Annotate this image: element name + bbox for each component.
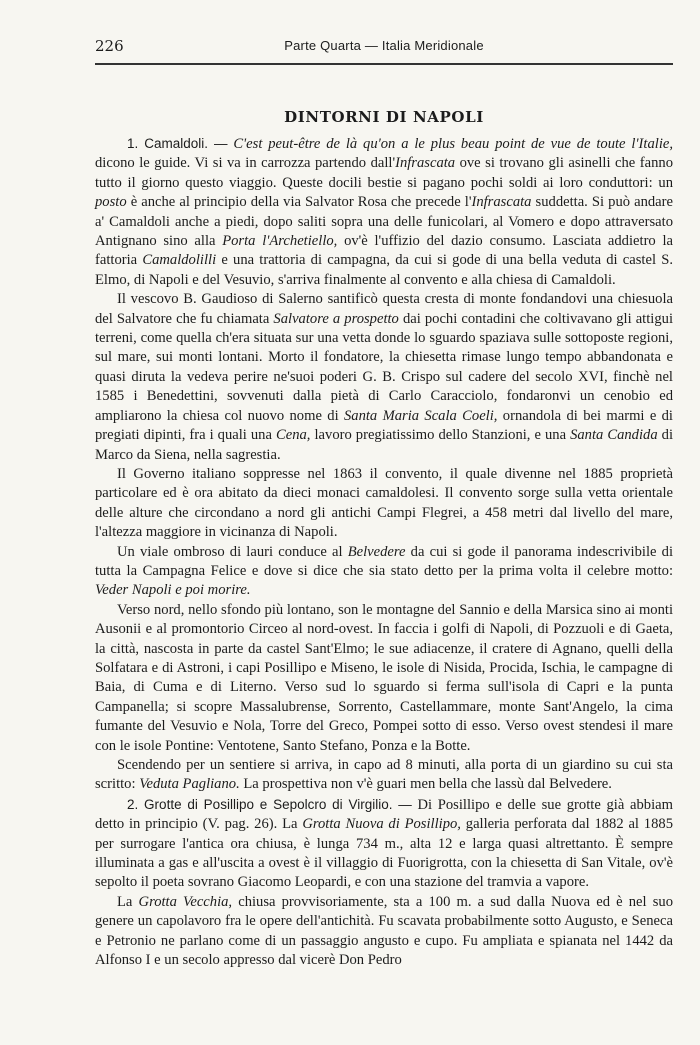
text-run: Il vescovo B. Gaudioso di Salerno santificò questa cresta di monte fondandovi una chiesuola del Salvatore che fu chiamata (95, 291, 673, 327)
italic-text: Grotta Vecchia, (138, 893, 233, 910)
italic-text: Infrascata (471, 194, 532, 211)
italic-text: Santa Candida (570, 427, 658, 444)
paragraph (95, 756, 673, 795)
paragraph (95, 465, 673, 543)
section-heading: 2. Grotte di Posillipo e Sepolcro di Virgilio. — (127, 796, 412, 812)
paragraph (95, 543, 673, 601)
section-heading: 1. Camaldoli. — (127, 136, 228, 151)
italic-text: Veder Napoli e poi morire. (95, 582, 251, 599)
page-number: 226 (95, 37, 124, 55)
header-rule (95, 63, 673, 65)
chapter-title: DINTORNI DI NAPOLI (284, 108, 484, 126)
italic-text: Salvatore a prospetto (273, 310, 399, 327)
text-run: La (117, 893, 139, 910)
text-run: da cui si gode il panorama indescrivibile di tutta la Campagna Felice e dove si dice che sia stato detto per la prima volta il celebre motto: (95, 543, 674, 579)
text-run: ove si trovano gli asinelli che fanno tutto il giorno questo viaggio. Queste docili bestie si pagano pochi soldi ai loro conduttori: un (95, 155, 673, 191)
text-run: galleria perforata dal 1882 al 1885 per surrogare l'antica ora chiusa, è lunga 734 m., alta 12 e larga quasi altrettanto. È sempre illuminata a gas e all'uscita a ovest è il villaggio di Fuorigrotta, con la chiesetta di San Vitale, ov'è sepolto il poeta sovrano Giacomo Leopardi, e con una stazione del tramvia a vapore. (95, 816, 673, 891)
text-run: La prospettiva non v'è guari men bella che lassù dal Belvedere. (239, 776, 612, 793)
paragraph (95, 893, 673, 971)
body-text (95, 134, 673, 970)
paragraph (95, 290, 673, 465)
section-paragraph-2 (95, 795, 673, 893)
text-run: Il Governo italiano soppresse nel 1863 il convento, il quale divenne nel 1885 proprietà particolare ed è ora abitato da dieci monaci camaldolesi. Il convento sorge sulla vetta orientale delle alture che circondano a nord gli antichi Campi Flegrei, a 458 metri dal livello del mare, l'altezza maggiore in vicinanza di Napoli. (95, 465, 673, 541)
section-paragraph-1 (95, 134, 673, 290)
text-run: dicono le guide. Vi si va in carrozza partendo dall' (95, 155, 396, 172)
italic-text: Porta l'Archetiello, (222, 233, 338, 250)
italic-text: posto (95, 194, 127, 211)
italic-text: Grotta Nuova di Posillipo, (302, 816, 461, 833)
italic-text: Cena, (276, 427, 311, 444)
running-title: Parte Quarta — Italia Meridionale (284, 38, 484, 53)
text-run: e una trattoria di campagna, da cui si gode di una bella veduta di castel S. Elmo, di Napoli e del Vesuvio, s'arriva finalmente al convento e alla chiesa di Camaldoli. (95, 252, 673, 288)
text-run: Di Posillipo e delle sue grotte già abbiam detto in principio (V. pag. 26). La (95, 796, 673, 833)
text-run: Scendendo per un sentiere si arriva, in capo ad 8 minuti, alla porta di un giardino su cui sta scritto: (95, 757, 673, 793)
italic-text: Camaldolilli (142, 252, 217, 269)
text-run: suddetta. Si può andare a' Camaldoli anche a piedi, dopo saliti sopra una delle funicolari, al Vomero e dopo attraversato Antignano sino alla (95, 194, 673, 250)
text-run: chiusa provvisoriamente, sta a 100 m. a sud dalla Nuova ed è nel suo genere un capolavoro fra le opere dell'antichità. Fu scavata probabilmente sotto Augusto, e Seneca e Petronio ne parlano come di un passaggio angusto e cupo. Fu ampliata e spianata nel 1442 da Alfonso I e un secolo appresso dal vicerè Don Pedro (95, 893, 673, 969)
paragraph (95, 601, 673, 756)
italic-text: C'est peut-être de là qu'on a le plus beau point de vue de toute l'Italie, (233, 136, 673, 152)
italic-text: Santa Maria Scala Coeli, (343, 407, 498, 424)
text-run: ornandola di bei marmi e di pregiati dipinti, fra i quali una (95, 407, 673, 444)
text-run: Verso nord, nello sfondo più lontano, son le montagne del Sannio e della Marsica sino ai monti Ausonii e al promontorio Circeo al nord-ovest. In faccia i golfi di Napoli, di Pozzuoli e di Gaeta, la città, nascosta in parte da castel Sant'Elmo; le sue adiacenze, il cratere di Agnano, quelli della Solfatara e di Astroni, i capi Posillipo e Miseno, le isole di Nisida, Procida, Ischia, le campagne di Baia, di Cuma e di Literno. Verso sud lo sguardo si ferma sull'isola di Capri e la punta Campanella; si scopre Massalubrense, Sorrento, Castellammare, monte Sant'Angelo, la cima fumante del Vesuvio e Nola, Torre del Greco, Pompei sotto di esso. Verso ovest stendesi il mare con le isole Pontine: Ventotene, Santo Stefano, Ponza e la Botte. (95, 601, 673, 754)
text-run: di Marco da Siena, nella sagrestia. (95, 427, 674, 463)
text-run: lavoro pregiatissimo dello Stanzioni, e una (310, 427, 571, 444)
italic-text: Infrascata (395, 155, 456, 172)
text-run: ov'è l'uffizio del dazio consumo. Lasciata addietro la fattoria (95, 233, 673, 269)
page-header (95, 37, 673, 57)
text-run: dai pochi contadini che coltivavano gli attigui terreni, come quella ch'era situata sur una vetta donde lo sguardo spaziava sulle sottoposte regioni, sul mare, sui monti lontani. Morto il fondatore, la chiesetta rimase lungo tempo abbandonata e quasi diruta la vedeva perire ne'suoi poderi G. B. Crispo sul cadere del secolo XVI, finchè nel 1585 i Benedettini, sovvenuti dalla pietà di Carlo Caracciolo, fondaronvi un cenobio ed ampliarono la chiesa col nuovo nome di (95, 310, 673, 424)
text-run: Un viale ombroso di lauri conduce al (117, 543, 348, 560)
italic-text: Belvedere (347, 543, 406, 560)
italic-text: Veduta Pagliano. (139, 776, 240, 793)
text-run: è anche al principio della via Salvator Rosa che precede l' (126, 194, 472, 211)
